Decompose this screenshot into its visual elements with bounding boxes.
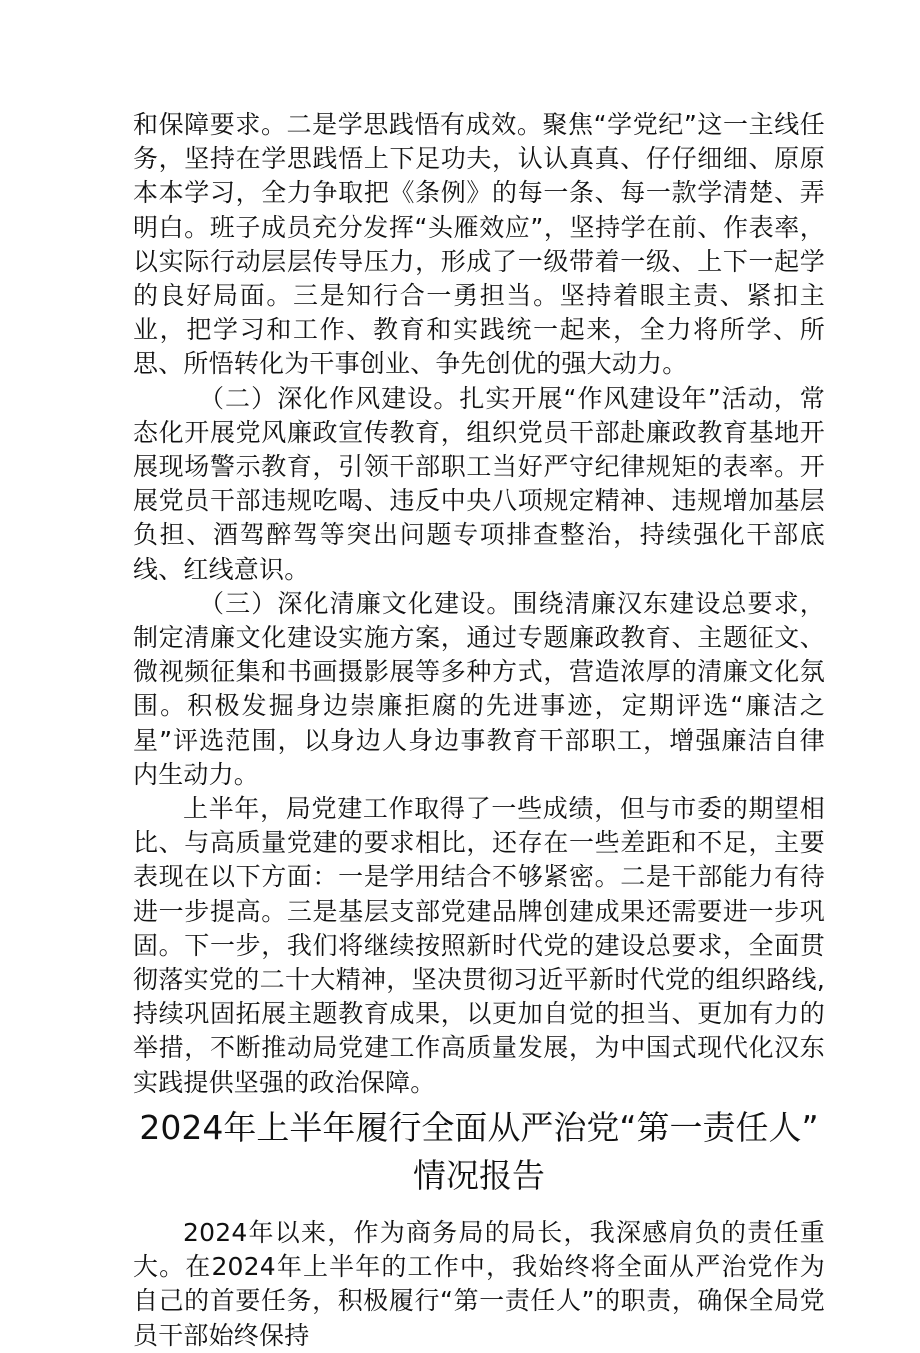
report-title-line-2: 情况报告	[413, 1155, 545, 1195]
title-spacing	[133, 1200, 825, 1216]
body-paragraph: （二）深化作风建设。扎实开展“作风建设年”活动，常态化开展党风廉政宣传教育，组织党员干部赴廉政教育基地开展现场警示教育，引领干部职工当好严守纪律规矩的表率。开展党员干部违规吃喝、违反中央八项规定精神、违规增加基层负担、酒驾醉驾等突出问题专项排查整治，持续强化干部底线、红线意识。	[133, 383, 825, 584]
report-title	[133, 1104, 825, 1200]
body-paragraph: 2024年以来，作为商务局的局长，我深感肩负的责任重大。在2024年上半年的工作中，我始终将全面从严治党作为自己的首要任务，积极履行“第一责任人”的职责，确保全局党员干部始终保持	[133, 1217, 825, 1350]
report-title-line-1: 2024年上半年履行全面从严治党“第一责任人”	[139, 1107, 819, 1147]
body-paragraph: 上半年，局党建工作取得了一些成绩，但与市委的期望相比、与高质量党建的要求相比，还存在一些差距和不足，主要表现在以下方面：一是学用结合不够紧密。二是干部能力有待进一步提高。三是基层支部党建品牌创建成果还需要进一步巩固。下一步，我们将继续按照新时代党的建设总要求，全面贯彻落实党的二十大精神，坚决贯彻习近平新时代党的组织路线,持续巩固拓展主题教育成果，以更加自觉的担当、更加有力的举措，不断推动局党建工作高质量发展，为中国式现代化汉东实践提供坚强的政治保障。	[133, 794, 825, 1097]
body-paragraph: 和保障要求。二是学思践悟有成效。聚焦“学党纪”这一主线任务，坚持在学思践悟上下足功夫，认认真真、仔仔细细、原原本本学习，全力争取把《条例》的每一条、每一款学清楚、弄明白。班子成员充分发挥“头雁效应”，坚持学在前、作表率，以实际行动层层传导压力，形成了一级带着一级、上下一起学的良好局面。三是知行合一勇担当。坚持着眼主责、紧扣主业，把学习和工作、教育和实践统一起来，全力将所学、所思、所悟转化为干事创业、争先创优的强大动力。	[133, 110, 825, 379]
document-page	[133, 108, 825, 1353]
body-paragraph: （三）深化清廉文化建设。围绕清廉汉东建设总要求，制定清廉文化建设实施方案，通过专题廉政教育、主题征文、微视频征集和书画摄影展等多种方式，营造浓厚的清廉文化氛围。积极发掘身边崇廉拒腐的先进事迹，定期评选“廉洁之星”评选范围，以身边人身边事教育干部职工，增强廉洁自律内生动力。	[133, 588, 825, 789]
